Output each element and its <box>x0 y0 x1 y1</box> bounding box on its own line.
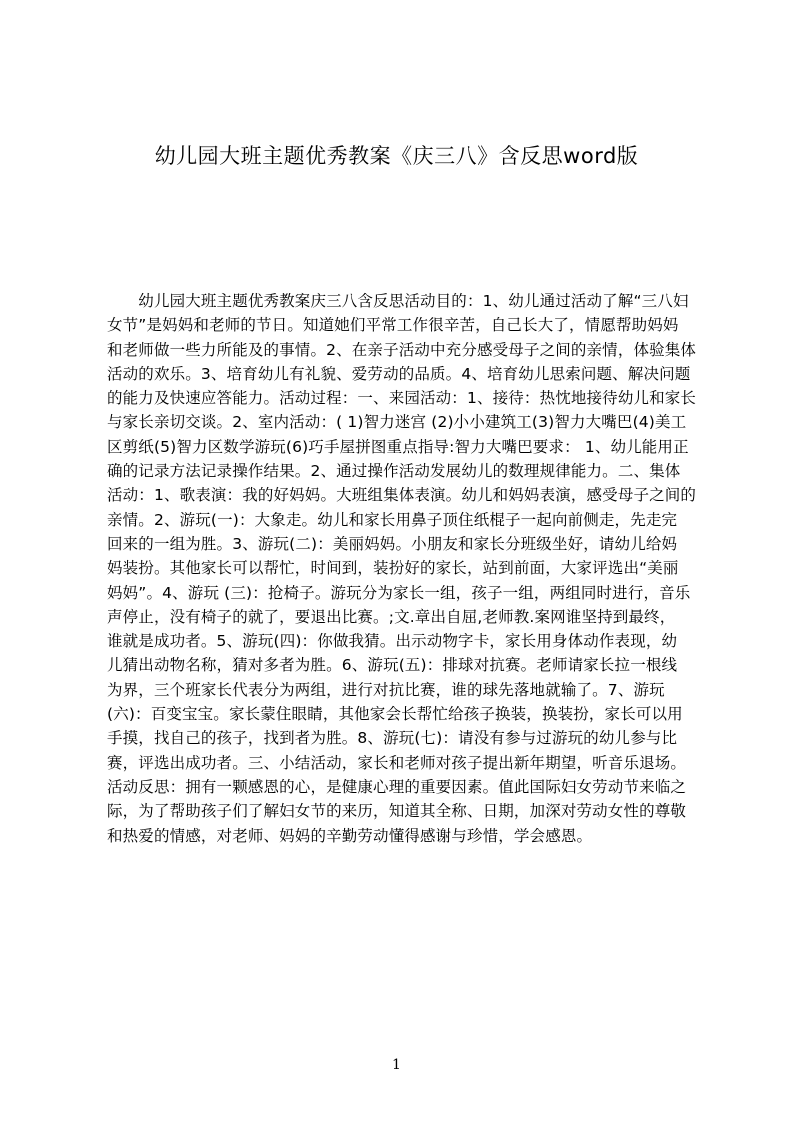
body-line: 女节”是妈妈和老师的节日。知道她们平常工作很辛苦，自己长大了，情愿帮助妈妈 <box>107 316 679 335</box>
body-line: 回来的一组为胜。3、游玩(二)：美丽妈妈。小朋友和家长分班级坐好，请幼儿给妈 <box>107 534 678 553</box>
body-line: 的能力及快速应答能力。活动过程：一、来园活动：1、接待：热忱地接待幼儿和家长 <box>107 389 697 408</box>
body-line: 确的记录方法记录操作结果。2、通过操作活动发展幼儿的数理规律能力。二、集体 <box>107 462 681 481</box>
body-line: 妈妈”。4、游玩 (三)：抢椅子。游玩分为家长一组，孩子一组，两组同时进行，音乐 <box>107 583 691 602</box>
body-line: 儿猜出动物名称，猜对多者为胜。6、游玩(五)：排球对抗赛。老师请家长拉一根线 <box>107 656 678 675</box>
body-line: (六)：百变宝宝。家长蒙住眼睛，其他家会长帮忙给孩子换装，换装扮，家长可以用 <box>107 705 683 724</box>
body-line: 幼儿园大班主题优秀教案庆三八含反思活动目的：1、幼儿通过活动了解“三八妇 <box>107 292 689 310</box>
body-line: 亲情。2、游玩(一)：大象走。幼儿和家长用鼻子顶住纸棍子一起向前侧走，先走完 <box>107 510 678 529</box>
body-line: 际，为了帮助孩子们了解妇女节的来历，知道其全称、日期，加深对劳动女性的尊敬 <box>107 802 687 821</box>
body-line: 赛，评选出成功者。三、小结活动，家长和老师对孩子提出新年期望，听音乐退场。 <box>107 753 687 772</box>
body-line: 和热爱的情感，对老师、妈妈的辛勤劳动懂得感谢与珍惜，学会感恩。 <box>107 826 593 845</box>
body-line: 妈装扮。其他家长可以帮忙，时间到，装扮好的家长，站到前面，大家评选出“美丽 <box>107 559 679 578</box>
document-body <box>107 289 697 848</box>
page-number: 1 <box>392 1057 401 1073</box>
body-line: 和老师做一些力所能及的事情。2、在亲子活动中充分感受母子之间的亲情，体验集体 <box>107 340 697 359</box>
body-line: 活动反思：拥有一颗感恩的心，是健康心理的重要因素。值此国际妇女劳动节来临之 <box>107 777 687 796</box>
body-line: 手摸，找自己的孩子，找到者为胜。8、游玩(七)：请没有参与过游玩的幼儿参与比 <box>107 729 678 748</box>
body-line: 活动的欢乐。3、培育幼儿有礼貌、爱劳动的品质。4、培育幼儿思索问题、解决问题 <box>107 364 691 383</box>
body-line: 声停止，没有椅子的就了，要退出比赛。;文.章出自屈,老师教.案网谁坚持到最终， <box>107 607 676 626</box>
body-line: 为界，三个班家长代表分为两组，进行对抗比赛，谁的球先落地就输了。7、游玩 <box>107 680 665 699</box>
body-line: 谁就是成功者。5、游玩(四)：你做我猜。出示动物字卡，家长用身体动作表现，幼 <box>107 632 678 651</box>
body-line: 活动：1、歌表演：我的好妈妈。大班组集体表演。幼儿和妈妈表演，感受母子之间的 <box>107 486 697 505</box>
body-line: 与家长亲切交谈。2、室内活动：( 1)智力迷宫 (2)小小建筑工(3)智力大嘴巴(4)美工 <box>107 413 687 432</box>
document-title: 幼儿园大班主题优秀教案《庆三八》含反思word版 <box>154 144 639 168</box>
body-line: 区剪纸(5)智力区数学游玩(6)巧手屋拼图重点指导:智力大嘴巴要求： 1、幼儿能用正 <box>107 437 689 456</box>
